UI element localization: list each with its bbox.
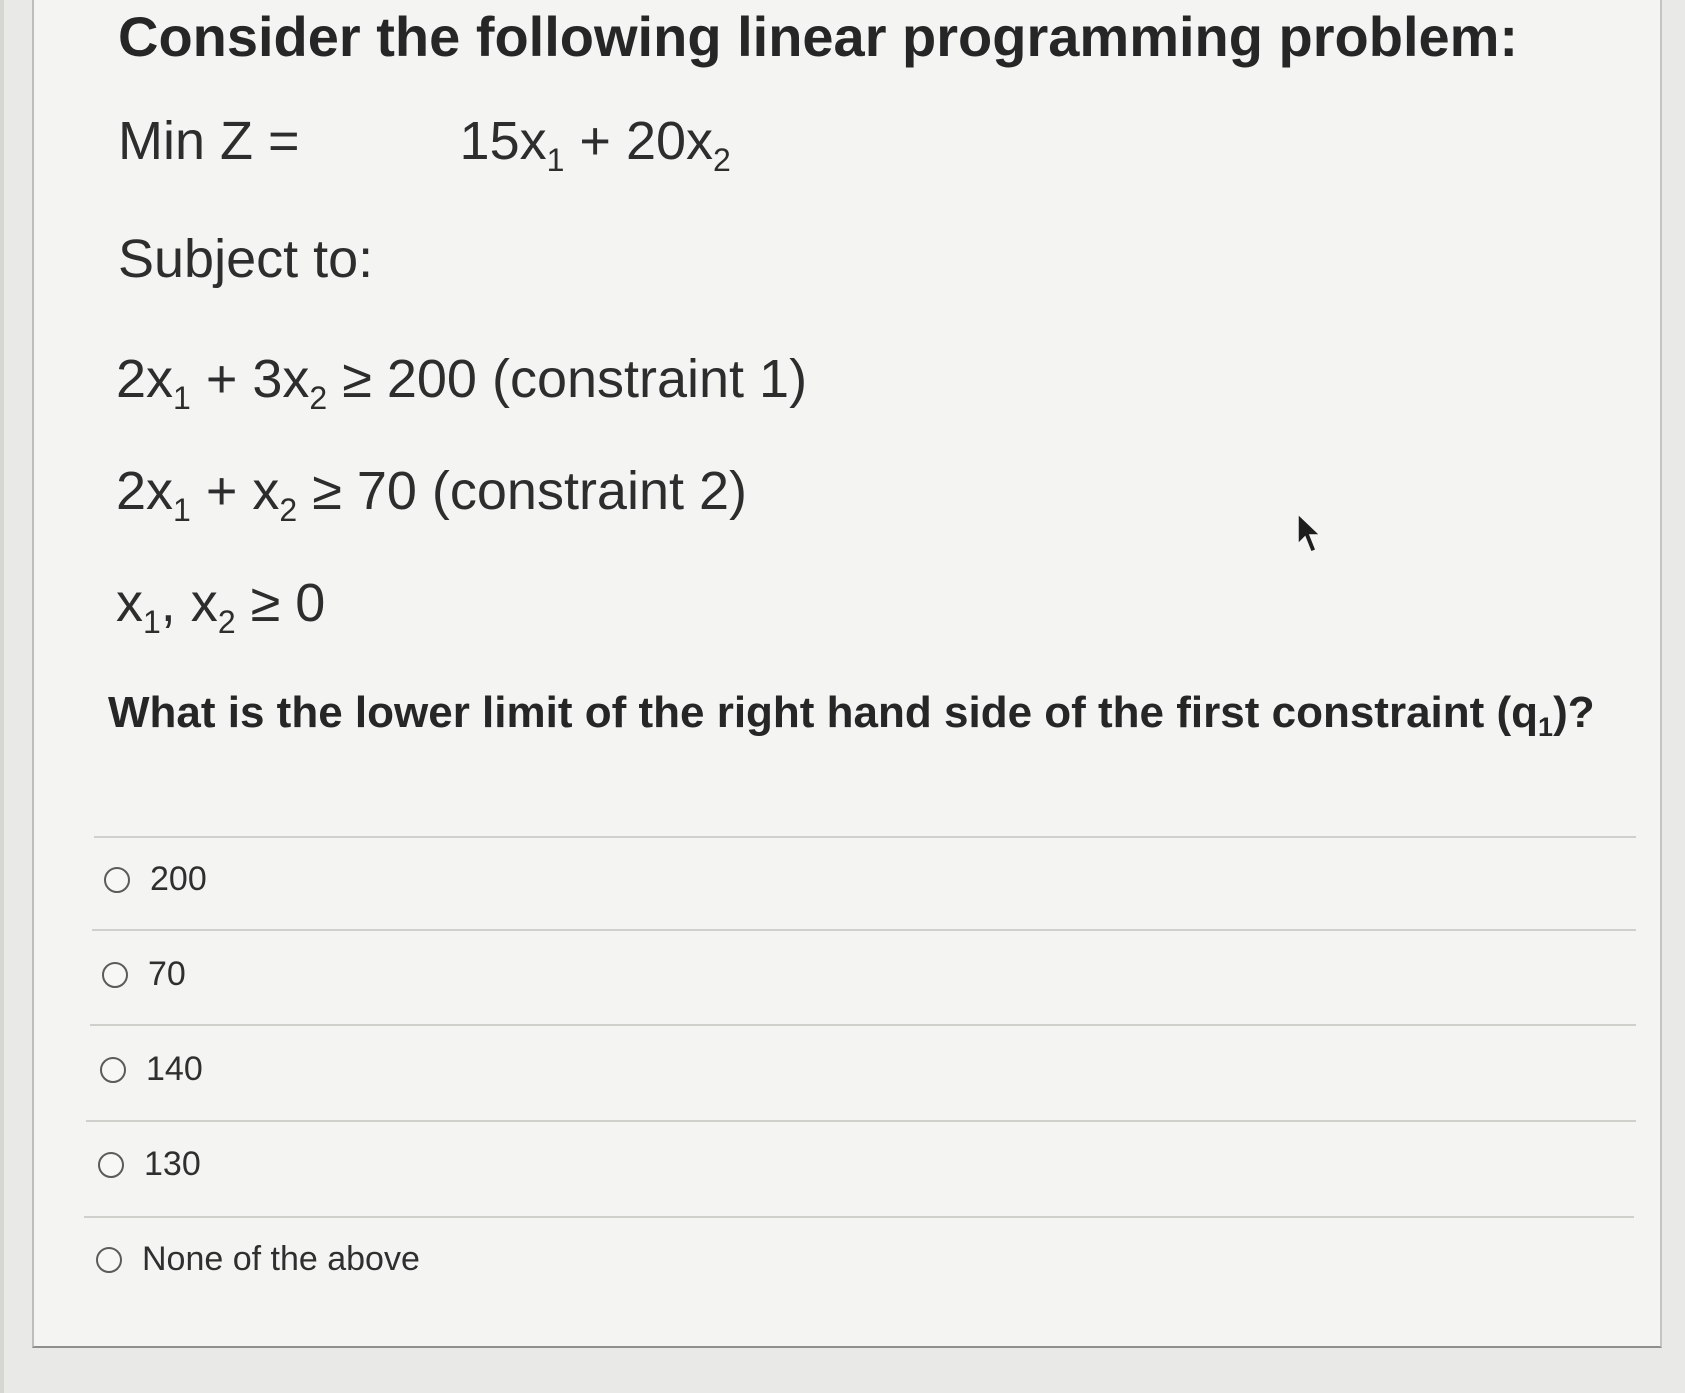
objective-label: Min Z =: [118, 111, 300, 171]
constraint-1: $2x_1 + 3x_2 \ge 200$ (constraint 1): [116, 349, 808, 416]
option-divider: [84, 1216, 1634, 1218]
nonnegativity-constraint: $x_1$, $x_2 \ge 0$: [116, 573, 326, 640]
constraint-2: $2x_1 + x_2 \ge 70$ (constraint 2): [116, 461, 748, 528]
radio-unchecked-icon[interactable]: [100, 1057, 126, 1083]
radio-unchecked-icon[interactable]: [96, 1247, 122, 1273]
answer-option-130[interactable]: [98, 1145, 201, 1184]
answer-option-label: 130: [144, 1145, 201, 1183]
question-intro: Consider the following linear programming problem:: [118, 5, 1519, 68]
answer-option-label: 70: [148, 955, 186, 993]
option-divider: [90, 1024, 1636, 1026]
answer-option-140[interactable]: [100, 1050, 203, 1089]
objective-function: Min $Z = 15x_1 + 20x_2$: [118, 111, 731, 178]
answer-option-label: 140: [146, 1050, 203, 1088]
option-divider: [94, 836, 1636, 838]
option-divider: [86, 1120, 1636, 1122]
option-divider: [92, 929, 1636, 931]
subject-to-label: Subject to:: [118, 229, 374, 289]
question-prompt: What is the lower limit of the right hand side of the first constraint $(q_1)$?: [108, 688, 1595, 742]
answer-option-label: None of the above: [142, 1240, 420, 1278]
page-edge: [0, 0, 4, 1393]
answer-option-label: 200: [150, 860, 207, 898]
answer-option-200[interactable]: [104, 860, 207, 899]
radio-unchecked-icon[interactable]: [102, 962, 128, 988]
answer-option-none-of-the-above[interactable]: [96, 1240, 420, 1279]
mouse-pointer-icon: [1296, 512, 1326, 556]
answer-option-70[interactable]: [102, 955, 186, 994]
radio-unchecked-icon[interactable]: [98, 1152, 124, 1178]
quiz-question-panel: [32, 0, 1662, 1348]
radio-unchecked-icon[interactable]: [104, 867, 130, 893]
